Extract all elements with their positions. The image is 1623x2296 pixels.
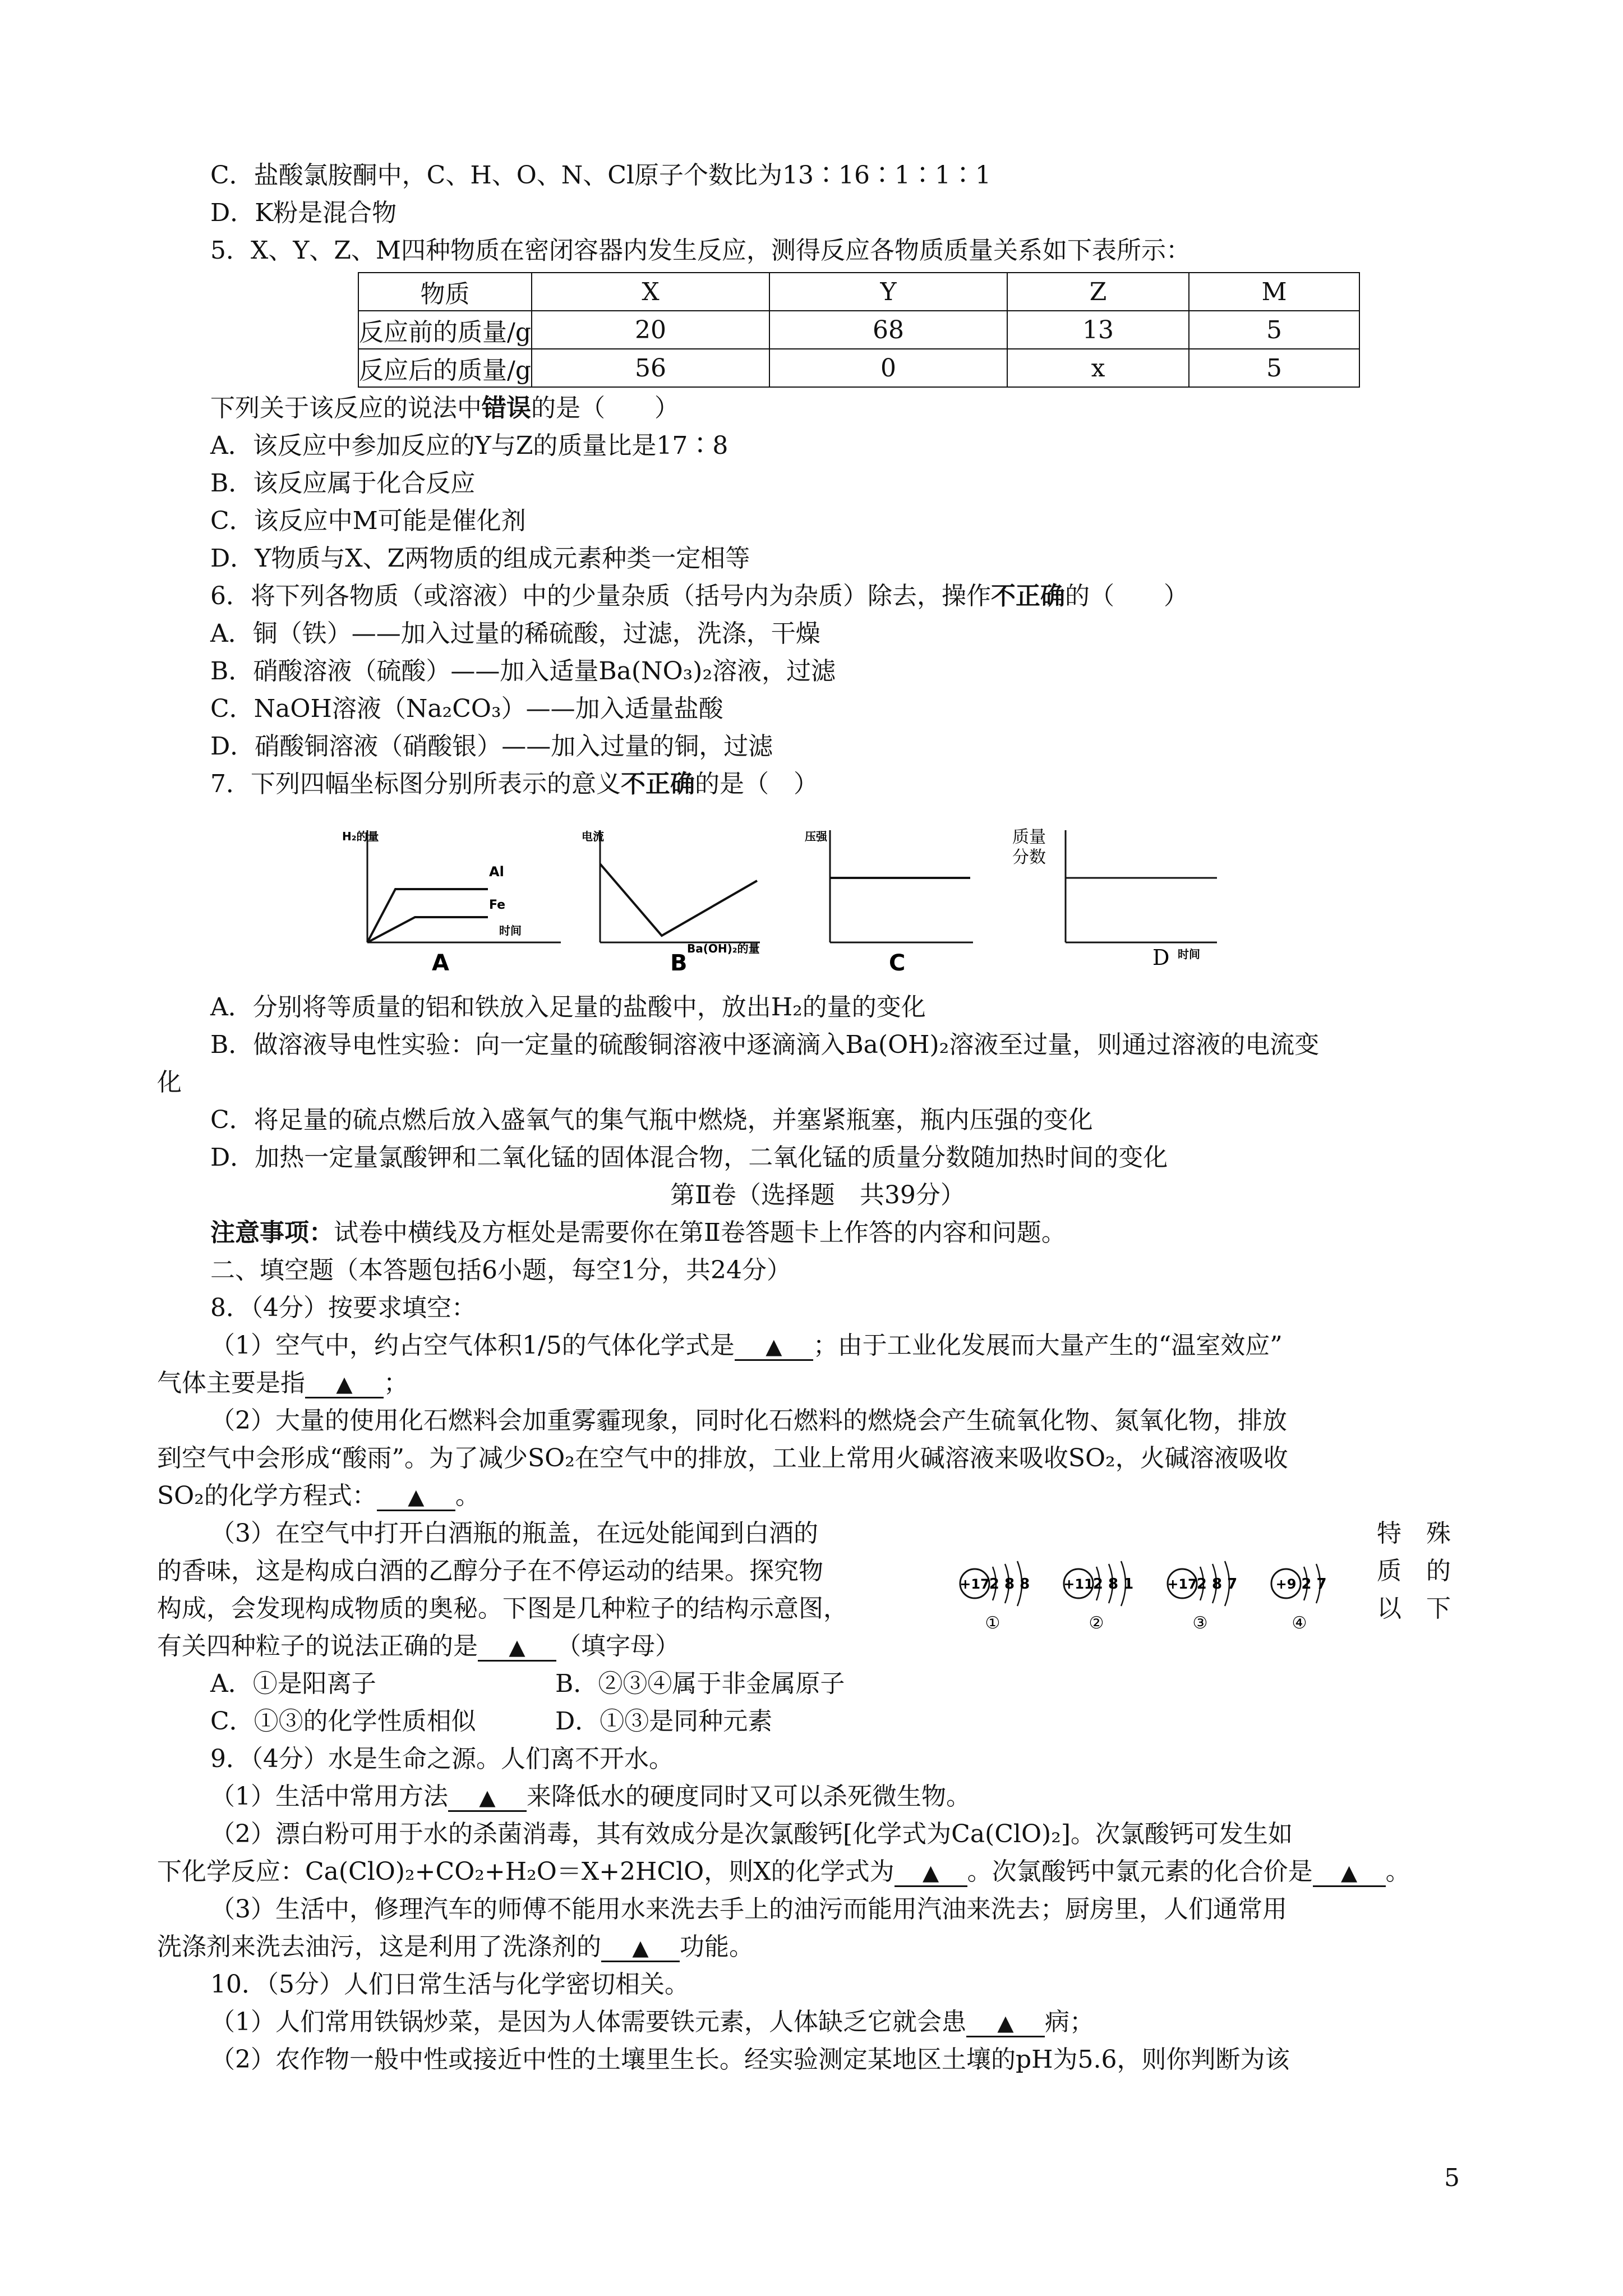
table-cell: Y (769, 273, 1007, 311)
q4-option-c: C．盐酸氯胺酮中，C、H、O、N、Cl原子个数比为13∶16∶1∶1∶1 (210, 161, 991, 190)
electron-shells: 2 7 (1301, 1576, 1327, 1593)
q9-part2-text: 下化学反应：Ca(ClO)₂+CO₂+H₂O＝X+2HClO，则X的化学式为 (157, 1857, 895, 1886)
table-cell: M (1189, 273, 1359, 311)
graph-d (1009, 827, 1223, 978)
table-cell: x (1007, 349, 1189, 387)
q7-option-c: C．将足量的硫点燃后放入盛氧气的集气瓶中燃烧，并塞紧瓶塞，瓶内压强的变化 (210, 1106, 1093, 1134)
answer-blank[interactable]: ▲ (735, 1333, 813, 1361)
graph-c-svg (805, 830, 984, 976)
table-cell: 0 (769, 349, 1007, 387)
table-cell: 物质 (358, 273, 532, 311)
electron-shells: 2 8 8 (989, 1576, 1030, 1593)
q8-option-a: A．①是阳离子 (210, 1669, 376, 1698)
atom-3 (1167, 1561, 1237, 1633)
al-curve (367, 889, 488, 942)
nucleus-charge: +9 (1275, 1576, 1297, 1592)
q7-keyword: 不正确 (621, 770, 695, 798)
q7-stem-tail: 的是（ ） (695, 770, 818, 798)
table-row (358, 311, 1359, 349)
atom-label: ③ (1192, 1613, 1208, 1633)
x-axis-label: 时间 (499, 924, 522, 937)
q8-part3-right-1: 特 殊 (1377, 1519, 1451, 1548)
q8-part3-cont-2: 构成，会发现构成物质的奥秘。下图是几种粒子的结构示意图， (157, 1594, 848, 1623)
answer-blank[interactable]: ▲ (377, 1484, 455, 1511)
nucleus-charge: +17 (960, 1576, 990, 1592)
q8-part2-end: 。 (455, 1481, 480, 1510)
atom-1 (960, 1561, 1030, 1633)
current-curve (600, 864, 757, 936)
answer-blank[interactable]: ▲ (601, 1935, 680, 1962)
q10-part2: （2）农作物一般中性或接近中性的土壤里生长。经实验测定某地区土壤的pH为5.6，则你判断为该 (210, 2045, 1290, 2074)
table-cell: 反应前的质量/g (358, 311, 532, 349)
atom-2 (1063, 1561, 1133, 1633)
q9-part1-text: （1）生活中常用方法 (210, 1782, 448, 1811)
x-axis-label: Ba(OH)₂的量 (687, 942, 760, 955)
part-title: 二、填空题（本答题包括6小题，每空1分，共24分） (210, 1256, 791, 1285)
graph-a (342, 830, 566, 978)
table-cell: 反应后的质量/g (358, 349, 532, 387)
q8-part1-text-2: ；由于工业化发展而大量产生的“温室效应” (813, 1331, 1283, 1360)
table-cell: Z (1007, 273, 1189, 311)
atom-structure-diagrams (953, 1553, 1346, 1645)
answer-blank[interactable]: ▲ (478, 1634, 556, 1662)
q9-part2-end: 。 (1385, 1857, 1410, 1886)
answer-blank[interactable]: ▲ (448, 1784, 527, 1812)
q8-part3-cont-3 (157, 1631, 680, 1662)
y-axis-label: H₂的量 (342, 830, 379, 843)
q10-stem: 10．（5分）人们日常生活与化学密切相关。 (210, 1970, 689, 1999)
q9-part2: （2）漂白粉可用于水的杀菌消毒，其有效成分是次氯酸钙[化学式为Ca(ClO)₂]。次氯酸钙可发生如 (210, 1820, 1293, 1848)
q9-part3: （3）生活中，修理汽车的师傅不能用水来洗去手上的油污而能用汽油来洗去；厨房里，人们通常用 (210, 1895, 1287, 1924)
table-row (358, 349, 1359, 387)
electron-shells: 2 8 1 (1092, 1576, 1134, 1593)
q9-part3-cont (157, 1931, 754, 1963)
q10-part1-text-2: 病； (1045, 2008, 1094, 2036)
table-cell: X (532, 273, 769, 311)
q9-part3-text: 洗涤剂来洗去油污，这是利用了洗涤剂的 (157, 1932, 601, 1961)
q6-option-b: B．硝酸溶液（硫酸）——加入适量Ba(NO₃)₂溶液，过滤 (210, 657, 836, 685)
atom-label: ④ (1292, 1613, 1307, 1633)
q8-part2: （2）大量的使用化石燃料会加重雾霾现象，同时化石燃料的燃烧会产生硫氧化物、氮氧化物，排放 (210, 1406, 1287, 1435)
q8-part1 (210, 1330, 1283, 1361)
q6-stem-tail: 的（ ） (1065, 582, 1188, 610)
table-cell: 5 (1189, 311, 1359, 349)
q8-part1-text: （1）空气中，约占空气体积1/5的气体化学式是 (210, 1331, 735, 1360)
q7-stem (210, 769, 818, 800)
q9-part1 (210, 1781, 971, 1812)
fe-curve (367, 917, 488, 942)
y-axis-label: 压强 (805, 830, 827, 843)
al-label: Al (489, 864, 504, 880)
q8-part1-text-4: ； (384, 1369, 408, 1397)
table-cell: 5 (1189, 349, 1359, 387)
q5-question-tail: 的是（ ） (531, 394, 679, 422)
q7-option-b: B．做溶液导电性实验：向一定量的硫酸铜溶液中逐滴滴入Ba(OH)₂溶液至过量，则通过溶液的电流变 (210, 1030, 1320, 1059)
q5-option-a: A．该反应中参加反应的Y与Z的质量比是17∶8 (210, 431, 728, 460)
table-header-row (358, 273, 1359, 311)
fe-label: Fe (489, 898, 506, 912)
q6-stem (210, 581, 1188, 612)
graph-c (805, 830, 984, 978)
graph-caption: C (889, 950, 906, 976)
notice-text: 试卷中横线及方框处是需要你在第Ⅱ卷答题卡上作答的内容和问题。 (334, 1218, 1066, 1247)
y-axis-label: 电流 (582, 830, 604, 843)
q9-stem: 9．（4分）水是生命之源。人们离不开水。 (210, 1745, 674, 1773)
page-number: 5 (1444, 2164, 1460, 2192)
q8-part2-cont-2 (157, 1480, 480, 1512)
graph-d-svg (1009, 827, 1223, 976)
q8-part1-text-3: 气体主要是指 (157, 1369, 305, 1397)
q6-option-a: A．铜（铁）——加入过量的稀硫酸，过滤，洗涤，干燥 (210, 619, 820, 648)
atom-4 (1271, 1564, 1327, 1633)
q7-option-a: A．分别将等质量的铝和铁放入足量的盐酸中，放出H₂的量的变化 (210, 993, 926, 1022)
y-axis-label-2: 分数 (1012, 848, 1046, 867)
graph-a-svg (342, 830, 566, 976)
mass-table (358, 272, 1360, 388)
electron-shells: 2 8 7 (1196, 1576, 1238, 1593)
q7-option-b-cont: 化 (157, 1068, 182, 1097)
table-cell: 68 (769, 311, 1007, 349)
nucleus-charge: +11 (1063, 1576, 1094, 1592)
q9-part2-cont (157, 1856, 1410, 1888)
section-title: 第Ⅱ卷（选择题 共39分） (670, 1181, 965, 1209)
q5-stem: 5．X、Y、Z、M四种物质在密闭容器内发生反应，测得反应各物质质量关系如下表所示： (210, 236, 1191, 265)
answer-blank[interactable]: ▲ (895, 1860, 967, 1887)
q8-part2-text: SO₂的化学方程式： (157, 1481, 377, 1510)
answer-blank[interactable]: ▲ (966, 2010, 1045, 2037)
graph-caption: D (1152, 945, 1170, 970)
graph-caption: B (670, 950, 688, 976)
q10-part1-text: （1）人们常用铁锅炒菜，是因为人体需要铁元素，人体缺乏它就会患 (210, 2008, 966, 2036)
q8-part3-right-2: 质 的 (1377, 1557, 1451, 1585)
q8-part3: （3）在空气中打开白酒瓶的瓶盖，在远处能闻到白酒的 (210, 1519, 818, 1548)
atom-label: ① (985, 1613, 1000, 1633)
q6-option-c: C．NaOH溶液（Na₂CO₃）——加入适量盐酸 (210, 694, 723, 723)
nucleus-charge: +17 (1167, 1576, 1197, 1592)
q9-part1-text-2: 来降低水的硬度同时又可以杀死微生物。 (527, 1782, 971, 1811)
answer-blank[interactable]: ▲ (305, 1371, 384, 1398)
q8-part3-text: 有关四种粒子的说法正确的是 (157, 1632, 478, 1660)
q10-part1 (210, 2007, 1094, 2038)
graph-b-svg (575, 830, 799, 976)
x-axis-label: 时间 (1178, 947, 1200, 961)
table-cell: 13 (1007, 311, 1189, 349)
table-cell: 20 (532, 311, 769, 349)
q9-part2-text-2: 。次氯酸钙中氯元素的化合价是 (967, 1857, 1313, 1886)
q8-part3-cont: 的香味，这是构成白酒的乙醇分子在不停运动的结果。探究物 (157, 1557, 823, 1585)
q5-question (210, 393, 679, 424)
q5-option-c: C．该反应中M可能是催化剂 (210, 507, 526, 535)
atom-structure-svg (953, 1553, 1346, 1642)
q7-stem-text: 7．下列四幅坐标图分别所表示的意义 (210, 770, 621, 798)
notice-label: 注意事项： (210, 1218, 334, 1247)
q9-part3-text-2: 功能。 (680, 1932, 754, 1961)
q5-option-b: B．该反应属于化合反应 (210, 469, 476, 498)
q8-stem: 8．（4分）按要求填空： (210, 1294, 476, 1322)
graph-caption: A (432, 950, 449, 976)
q6-stem-text: 6．将下列各物质（或溶液）中的少量杂质（括号内为杂质）除去，操作 (210, 582, 991, 610)
graph-b (575, 830, 799, 978)
q7-option-d: D．加热一定量氯酸钾和二氧化锰的固体混合物，二氧化锰的质量分数随加热时间的变化 (210, 1143, 1168, 1172)
q8-part1-cont (157, 1368, 408, 1399)
q8-part3-right-3: 以 下 (1377, 1594, 1451, 1623)
q5-keyword: 错误 (482, 394, 531, 422)
q6-keyword: 不正确 (991, 582, 1065, 610)
atom-label: ② (1089, 1613, 1104, 1633)
q8-option-d: D．①③是同种元素 (555, 1707, 773, 1736)
q5-question-text: 下列关于该反应的说法中 (210, 394, 482, 422)
q6-option-d: D．硝酸铜溶液（硝酸银）——加入过量的铜，过滤 (210, 732, 773, 761)
q8-part2-cont: 到空气中会形成“酸雨”。为了减少SO₂在空气中的排放，工业上常用火碱溶液来吸收SO₂，火碱溶液吸收 (157, 1444, 1288, 1473)
q8-option-c: C．①③的化学性质相似 (210, 1707, 476, 1736)
q8-option-b: B．②③④属于非金属原子 (555, 1669, 845, 1698)
table-cell: 56 (532, 349, 769, 387)
q8-part3-text-2: （填字母） (556, 1632, 680, 1660)
y-axis-label-1: 质量 (1012, 827, 1046, 847)
answer-blank[interactable]: ▲ (1313, 1860, 1386, 1887)
q4-option-d: D．K粉是混合物 (210, 199, 397, 227)
notice (210, 1217, 1066, 1249)
q5-option-d: D．Y物质与X、Z两物质的组成元素种类一定相等 (210, 544, 750, 573)
